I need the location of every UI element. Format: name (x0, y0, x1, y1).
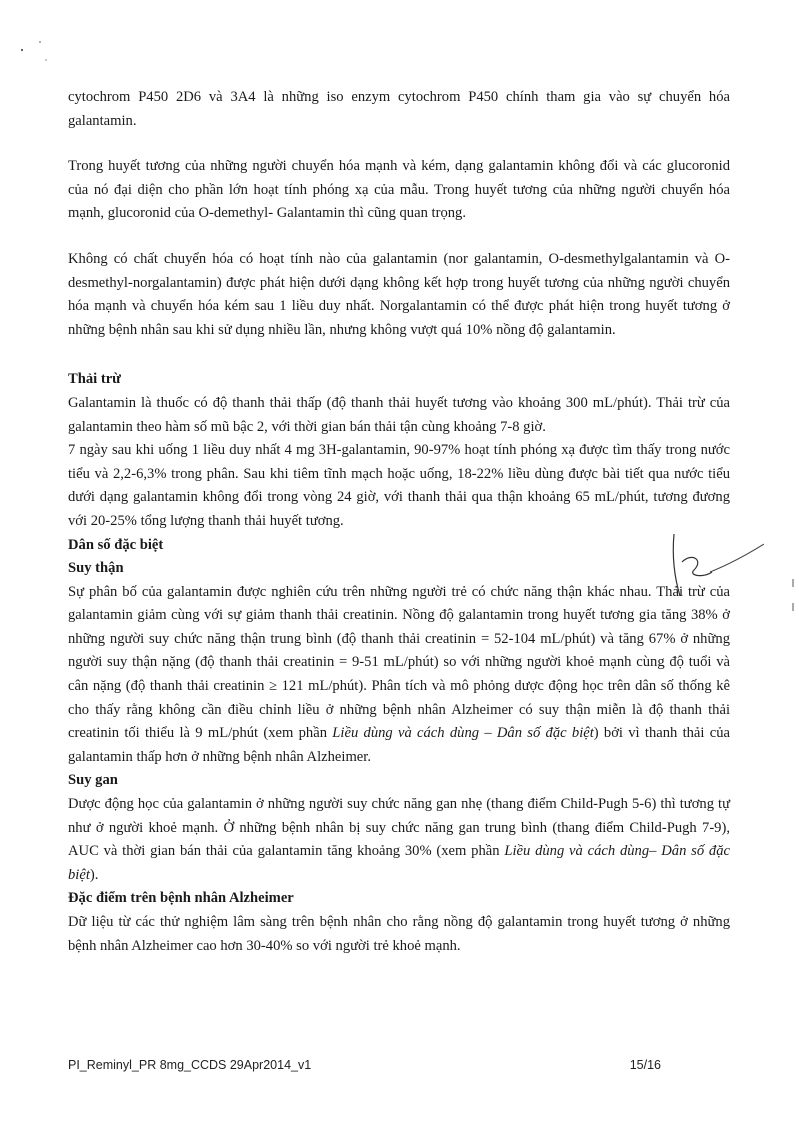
paragraph-active-metabolites: Không có chất chuyển hóa có hoạt tính nào của galantamin (nor galantamin, O-desmethylgalantamin và O-desmethyl-norgalantamin) được phát hiện dưới dạng không kết hợp trong huyết tương của những người chuyển hóa mạnh và chuyển hóa kém sau 1 liều duy nhất. Norgalantamin có thể được phát hiện trong huyết tương ở những bệnh nhân sau khi sử dụng nhiều lần, nhưng không vượt quá 10% nồng độ galantamin. (68, 250, 730, 338)
renal-text-end: ) bởi vì thanh thải của galantamin thấp hơn ở những bệnh nhân Alzheimer. (68, 725, 730, 765)
heading-special-populations: Dân số đặc biệt (68, 536, 164, 553)
heading-alzheimer-characteristics: Đặc điểm trên bệnh nhân Alzheimer (68, 890, 294, 907)
hepatic-text-end: ). (89, 866, 99, 883)
footer-document-id: PI_Reminyl_PR 8mg_CCDS 29Apr2014_v1 (68, 1058, 312, 1072)
renal-crossref: Liều dùng và cách dùng – Dân số đặc biệt (332, 725, 594, 742)
paragraph-renal-impairment (68, 581, 730, 770)
renal-text: Sự phân bố của galantamin được nghiên cứu trên những người trẻ có chức năng thận khác nhau. Thải trừ của galantamin giảm cùng với sự giảm thanh thải creatinin. Nồng độ galantamin trong huyết tương gia tăng 38% ở những người suy chức năng thận trung bình (độ thanh thải creatinin = 52-104 mL/phút) và tăng 67% ở những người suy thận nặng (độ thanh thải creatinin = 9-51 mL/phút) so với những người khoẻ mạnh cùng độ tuổi và cân nặng (độ thanh thải creatinin ≥ 121 mL/phút). Phân tích và mô phỏng dược động học trên dân số thống kê cho thấy rằng không cần điều chỉnh liều ở những bệnh nhân Alzheimer có suy thận miễn là độ thanh thải creatinin tối thiểu là 9 mL/phút (xem phần (68, 583, 730, 742)
paragraph-plasma-glucuronides: Trong huyết tương của những người chuyển hóa mạnh và kém, dạng galantamin không đổi và các glucoronid của nó đại diện cho phần lớn hoạt tính phóng xạ của mẫu. Trong huyết tương của những người chuyển hóa mạnh, glucoronid của O-demethyl- Galantamin thì cũng quan trọng. (68, 158, 730, 222)
heading-hepatic-impairment: Suy gan (68, 772, 118, 789)
paragraph-hepatic-impairment (68, 793, 730, 887)
paragraph-metabolism-enzymes: cytochrom P450 2D6 và 3A4 là những iso enzym cytochrom P450 chính tham gia vào sự chuyển hóa galantamin. (68, 89, 730, 129)
paragraph-alzheimer-characteristics: Dữ liệu từ các thử nghiệm lâm sàng trên bệnh nhân cho rằng nồng độ galantamin trong huyết tương ở những bệnh nhân Alzheimer cao hơn 30-40% so với người trẻ khoẻ mạnh. (68, 914, 730, 954)
heading-elimination: Thải trừ (68, 371, 121, 388)
heading-renal-impairment: Suy thận (68, 560, 124, 577)
scan-specks (18, 38, 58, 68)
paragraph-clearance: Galantamin là thuốc có độ thanh thải thấp (độ thanh thải huyết tương vào khoảng 300 mL/phút). Thải trừ của galantamin theo hàm số mũ bậc 2, với thời gian bán thải tận cùng khoảng 7-8 giờ. (68, 394, 730, 435)
edge-marks (788, 575, 798, 615)
document-body (68, 86, 730, 958)
hepatic-text: Dược động học của galantamin ở những người suy chức năng gan nhẹ (thang điểm Child-Pugh 5-6) thì tương tự như ở người khoẻ mạnh. Ở những bệnh nhân bị suy chức năng gan trung bình (thang điểm Child-Pugh 7-9), AUC và thời gian bán thải của galantamin tăng khoảng 30% (xem phần (68, 796, 730, 860)
footer-page-number: 15/16 (629, 1058, 661, 1072)
page-footer (68, 1058, 661, 1072)
hepatic-crossref: Liều dùng và cách dùng– Dân số đặc biệt (68, 843, 730, 883)
paragraph-excretion: 7 ngày sau khi uống 1 liều duy nhất 4 mg 3H-galantamin, 90-97% hoạt tính phóng xạ được tìm thấy trong nước tiểu và 2,2-6,3% trong phân. Sau khi tiêm tĩnh mạch hoặc uống, 18-22% liều dùng được bài tiết qua nước tiểu dưới dạng galantamin không đổi trong vòng 24 giờ, với thanh thải qua thận khoảng 65 mL/phút, tương đương với 20-25% tổng lượng thanh thải huyết tương. (68, 442, 730, 529)
